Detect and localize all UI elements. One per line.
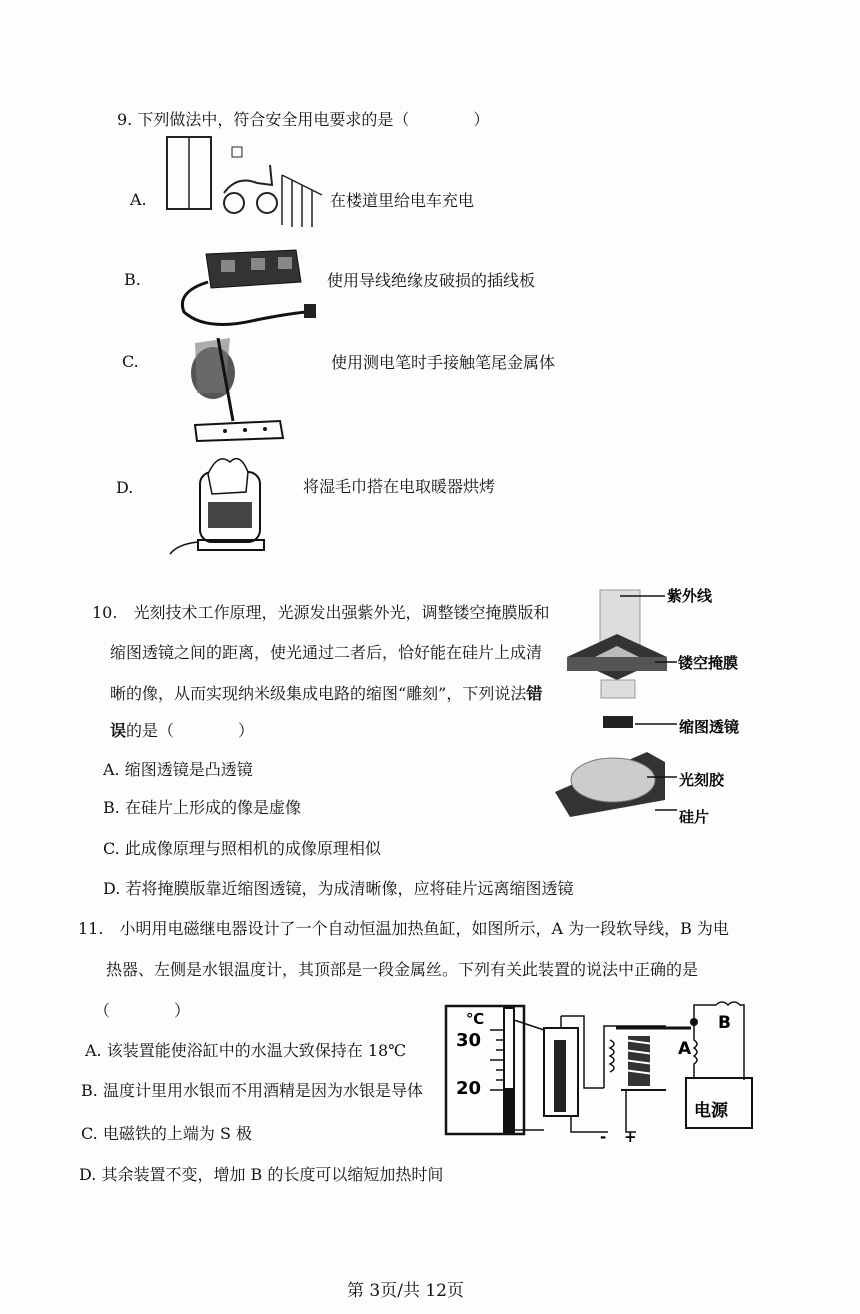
b-label: B (718, 1013, 731, 1033)
damaged-power-strip-figure (176, 242, 321, 332)
plus-label: + (624, 1128, 637, 1146)
q11-option-a: A. 该装置能使浴缸中的水温大致保持在 18℃ (85, 1041, 407, 1060)
q9-option-b-letter: B. (124, 270, 141, 289)
page-footer: 第 3页/共 12页 (347, 1281, 464, 1301)
q10-option-a: A. 缩图透镜是凸透镜 (103, 760, 253, 779)
lens-label: 缩图透镜 (679, 718, 740, 736)
power-label: 电源 (694, 1101, 728, 1121)
ebike-hallway-figure (162, 135, 322, 230)
tick-20-label: 20 (456, 1078, 482, 1099)
uv-label: 紫外线 (667, 587, 713, 605)
q11-line-3: （ ） (94, 1001, 191, 1020)
resist-label: 光刻胶 (679, 771, 725, 789)
celsius-label: ℃ (466, 1010, 485, 1028)
mask-label: 镂空掩膜 (678, 654, 739, 672)
minus-label: - (600, 1128, 607, 1146)
q9-option-b-text: 使用导线绝缘皮破损的插线板 (327, 271, 536, 290)
q11-line-2: 热器、左侧是水银温度计，其顶部是一段金属丝。下列有关此装置的说法中正确的是 (106, 960, 699, 979)
q11-option-b: B. 温度计里用水银而不用酒精是因为水银是导体 (81, 1081, 423, 1100)
q11-option-d: D. 其余装置不变，增加 B 的长度可以缩短加热时间 (79, 1165, 444, 1184)
q9-stem: 9. 下列做法中，符合安全用电要求的是（ ） (117, 110, 490, 129)
q10-option-c: C. 此成像原理与照相机的成像原理相似 (103, 839, 381, 858)
q9-option-c-letter: C. (122, 352, 139, 371)
q9-option-c-text: 使用测电笔时手接触笔尾金属体 (331, 353, 556, 372)
q9-option-d-letter: D. (116, 478, 134, 497)
q10-line-4: 误的是（ ） (110, 721, 255, 740)
relay-circuit-figure (446, 1000, 756, 1145)
q10-option-b: B. 在硅片上形成的像是虚像 (103, 798, 301, 817)
q10-line-3: 晰的像，从而实现纳米级集成电路的缩图“雕刻”，下列说法错 (110, 684, 543, 703)
q10-line-1: 10. 光刻技术工作原理，光源发出强紫外光，调整镂空掩膜版和 (92, 603, 550, 622)
heater-towel-figure (168, 452, 278, 557)
test-pen-figure (185, 333, 290, 443)
q10-line-2: 缩图透镜之间的距离，使光通过二者后，恰好能在硅片上成清 (110, 643, 543, 662)
q9-option-a-letter: A. (130, 190, 147, 209)
tick-30-label: 30 (456, 1030, 482, 1051)
q10-option-d: D. 若将掩膜版靠近缩图透镜，为成清晰像，应将硅片远离缩图透镜 (103, 879, 574, 898)
wafer-label: 硅片 (679, 808, 710, 826)
lithography-figure (555, 582, 755, 832)
q11-line-1: 11. 小明用电磁继电器设计了一个自动恒温加热鱼缸，如图所示，A 为一段软导线，B 为电 (78, 919, 729, 938)
q11-option-c: C. 电磁铁的上端为 S 极 (81, 1124, 252, 1143)
q9-option-d-text: 将湿毛巾搭在电取暖器烘烤 (303, 477, 496, 496)
q9-option-a-text: 在楼道里给电车充电 (330, 191, 475, 210)
a-label: A (678, 1039, 692, 1059)
